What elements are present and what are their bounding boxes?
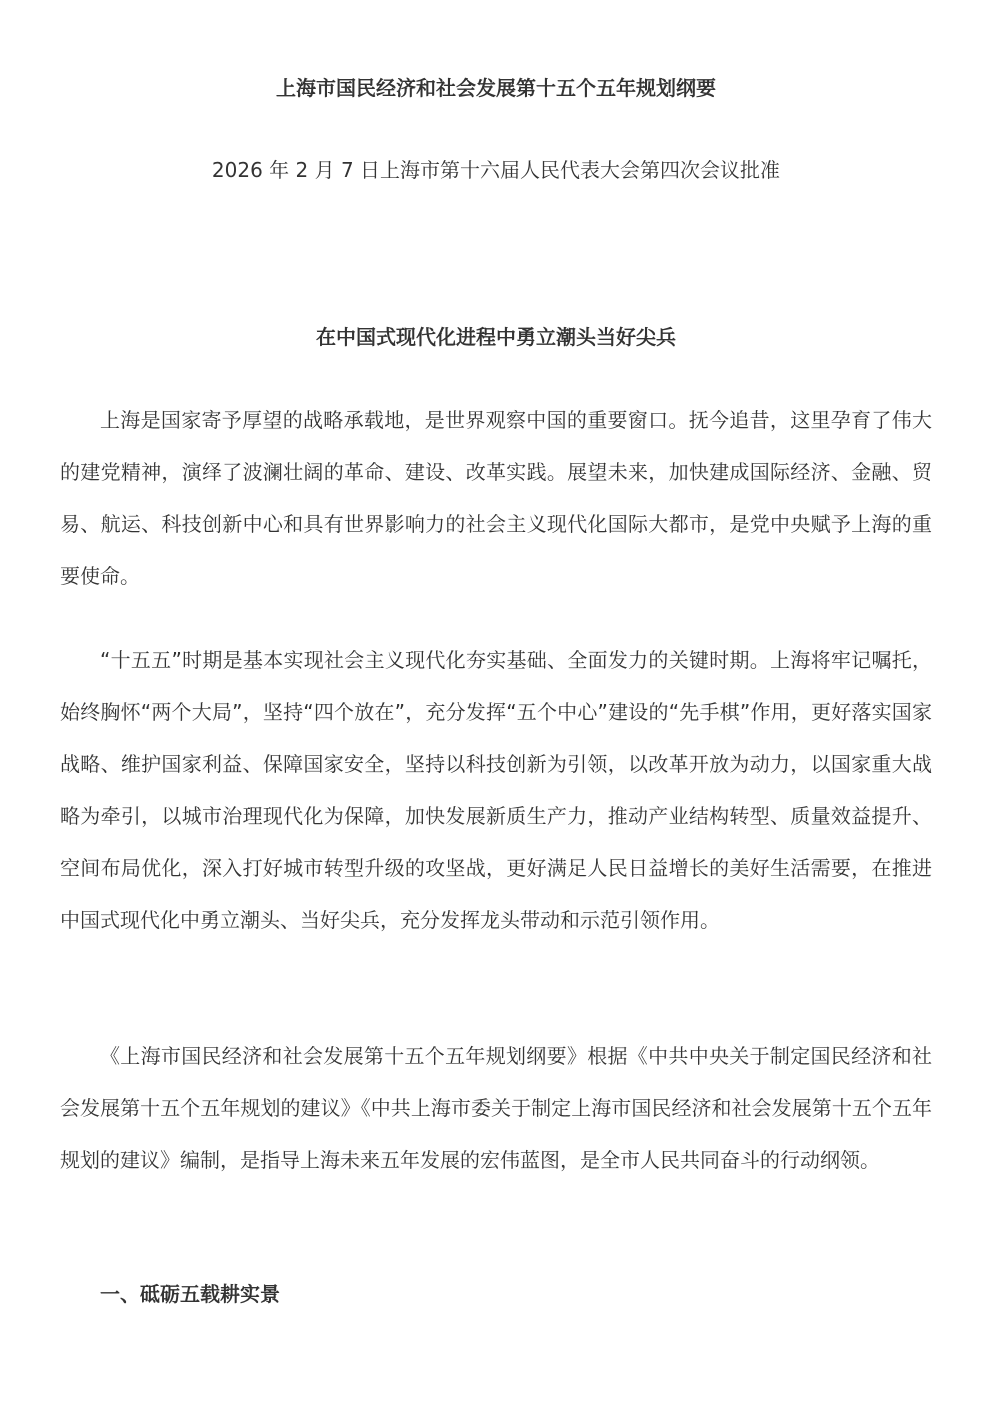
section-heading: 一、砥砺五载耕实景 xyxy=(100,1282,280,1306)
document-title: 上海市国民经济和社会发展第十五个五年规划纲要 xyxy=(276,76,716,100)
preface-title: 在中国式现代化进程中勇立潮头当好尖兵 xyxy=(316,325,676,349)
paragraph: “十五五”时期是基本实现社会主义现代化夯实基础、全面发力的关键时期。上海将牢记嘱托，始终胸怀“两个大局”，坚持“四个放在”，充分发挥“五个中心”建设的“先手棋”作用，更好落实国家战略、维护国家利益、保障国家安全，坚持以科技创新为引领，以改革开放为动力，以国家重大战略为牵引，以城市治理现代化为保障，加快发展新质生产力，推动产业结构转型、质量效益提升、空间布局优化，深入打好城市转型升级的攻坚战，更好满足人民日益增长的美好生活需要，在推进中国式现代化中勇立潮头、当好尖兵，充分发挥龙头带动和示范引领作用。 xyxy=(60,648,932,932)
paragraph: 上海是国家寄予厚望的战略承载地，是世界观察中国的重要窗口。抚今追昔，这里孕育了伟大的建党精神，演绎了波澜壮阔的革命、建设、改革实践。展望未来，加快建成国际经济、金融、贸易、航运、科技创新中心和具有世界影响力的社会主义现代化国际大都市，是党中央赋予上海的重要使命。 xyxy=(60,408,932,588)
document-page xyxy=(60,0,932,1403)
approval-line: 2026 年 2 月 7 日上海市第十六届人民代表大会第四次会议批准 xyxy=(211,158,781,182)
paragraph: 《上海市国民经济和社会发展第十五个五年规划纲要》根据《中共中央关于制定国民经济和社会发展第十五个五年规划的建议》《中共上海市委关于制定上海市国民经济和社会发展第十五个五年规划的建议》编制，是指导上海未来五年发展的宏伟蓝图，是全市人民共同奋斗的行动纲领。 xyxy=(60,1044,932,1172)
